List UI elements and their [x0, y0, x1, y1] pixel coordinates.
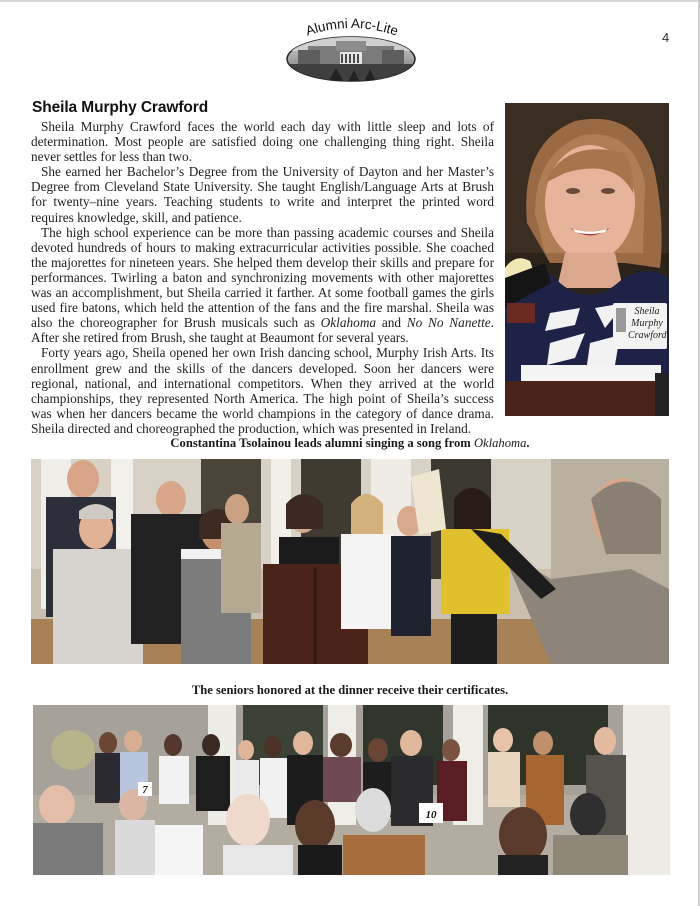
- svg-text:Alumni Arc-Lite: [304, 16, 400, 39]
- table-number-7: 7: [142, 785, 148, 796]
- page-number: 4: [662, 30, 670, 45]
- article-paragraph: [31, 225, 494, 346]
- musical-title-no-no-nanette: No No Nanette: [406, 315, 491, 331]
- photo-caption-seniors: The seniors honored at the dinner receive their certificates.: [191, 683, 509, 697]
- paragraph-text: . After she retired from Brush, she taught at Beaumont for several years.: [31, 315, 494, 346]
- caption-punctuation: .: [526, 436, 530, 450]
- photo-alumni-singing: [31, 459, 669, 664]
- paragraph-text: The high school experience can be more than passing academic courses and Sheila devoted hundreds of hours to making extracurricular activities possible. She coached the majorettes for nineteen years. She helped them develop their skills and prepare for performances. Twirling a baton and synchronizing movements with other majorettes was an accomplishment, but Sheila carried it farther. At some football games the girls used fire batons, which held the attention of the fans and the fire marshal. Sheila was also the choreographer for Brush musicals such as: [31, 224, 494, 331]
- photo-seniors-certificates: [33, 705, 670, 875]
- article-title: Sheila Murphy Crawford: [32, 99, 209, 116]
- musical-title-oklahoma: Oklahoma: [320, 315, 377, 331]
- masthead-title: Alumni Arc-Lite: [303, 15, 401, 39]
- page-top-border: [0, 0, 700, 2]
- badge-logo-icon: [616, 308, 626, 332]
- badge-lines: [628, 306, 666, 342]
- badge-line: Sheila: [634, 306, 660, 317]
- article-paragraph: Sheila Murphy Crawford faces the world each day with little sleep and lots of determination. Most people are satisfied doing one challenging thing right. Sheila never settles for less than two.: [31, 119, 494, 165]
- photo-caption-singing: [0, 436, 700, 451]
- caption-text: Constantina Tsolainou leads alumni singing a song from: [170, 436, 474, 450]
- masthead-logo: [278, 12, 424, 86]
- portrait-photo: [505, 103, 669, 416]
- paragraph-text: and: [376, 315, 407, 331]
- article-paragraph: Forty years ago, Sheila opened her own Irish dancing school, Murphy Irish Arts. Its enrollment grew and the skills of the dancers developed. Soon her dancers were regional, national, and international competitors. When they arrived at the world championships, they represented North America. The high point of Sheila’s success was when her dancers became the world champions in the category of dance drama. Sheila directed and choreographed the production, which was presented in Ireland.: [31, 345, 494, 436]
- table-number-10: 10: [425, 809, 437, 821]
- badge-line: Murphy: [631, 318, 663, 329]
- badge-line: Crawford: [628, 330, 667, 341]
- name-badge: [613, 303, 667, 349]
- caption-musical-title: Oklahoma: [473, 436, 527, 450]
- article-paragraph: She earned her Bachelor’s Degree from the University of Dayton and her Master’s Degree from Cleveland State University. She taught English/Language Arts at Brush for twenty–nine years. Teaching students to write and interpret the printed word requires knowledge, skill, and patience.: [31, 164, 494, 225]
- article-body: [31, 119, 494, 436]
